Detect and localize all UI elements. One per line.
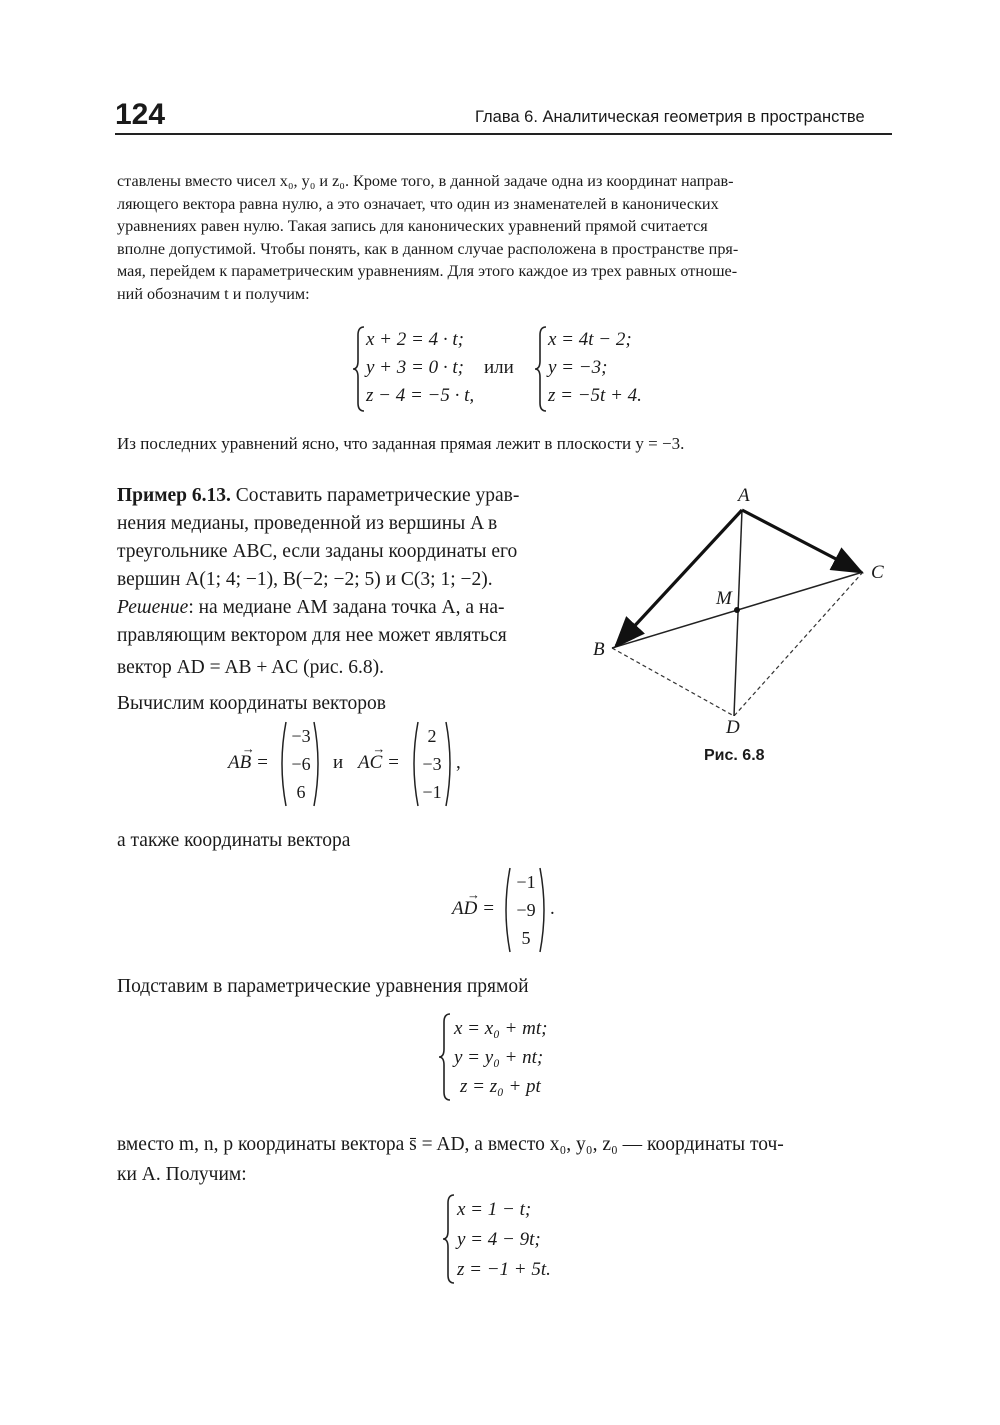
matrix-cell: −3	[291, 726, 311, 746]
intro-line: мая, перейдем к параметрическим уравнениям. Для этого каждое из трех равных отноше-	[117, 262, 738, 281]
matrix-cell: −1	[422, 782, 442, 802]
left-brace	[534, 325, 548, 413]
matrix-ad	[510, 868, 542, 952]
left-brace	[438, 1012, 452, 1102]
figure-caption: Рис. 6.8	[704, 747, 765, 764]
intro-line: ний обозначим t и получим:	[117, 284, 310, 303]
intro-line: ставлены вместо чисел x₀, y₀ и z₀. Кроме того, в данной задаче одна из координат направ-	[117, 172, 734, 190]
substitute-line: ки A. Получим:	[117, 1164, 247, 1185]
point-m	[734, 607, 740, 613]
label-m: M	[716, 588, 732, 609]
matrix-ac	[417, 722, 447, 806]
equation-row: z = z₀ + pt	[460, 1076, 541, 1097]
vector-ab	[616, 510, 742, 646]
solution-line: вектор AD = AB + AC (рис. 6.8).	[117, 657, 384, 678]
intro-line: ляющего вектора равна нулю, а это означает, что один из знаменателей в канонических	[117, 194, 719, 213]
equation-row: x = x₀ + mt;	[454, 1018, 548, 1039]
equation-system-2	[454, 1014, 547, 1101]
matrix-cell: 2	[427, 726, 437, 746]
example-line: треугольнике ABC, если заданы координаты его	[117, 541, 518, 562]
matrix-cell: −3	[422, 754, 442, 774]
connector-ili: или	[484, 357, 514, 378]
system1-right	[548, 326, 642, 410]
page-number: 124	[115, 98, 166, 131]
figure-triangle	[590, 480, 900, 740]
example-line: вершин A(1; 4; −1), B(−2; −2; 5) и C(3; 1; −2).	[117, 569, 493, 590]
system1-left	[366, 326, 474, 410]
conclusion-line: Из последних уравнений ясно, что заданная прямая лежит в плоскости y = −3.	[117, 434, 685, 453]
vector-ab-label: → AB =	[228, 741, 269, 773]
substitute-line: вместо m, n, p координаты вектора s̄ = AD, а вместо x₀, y₀, z₀ — координаты точ-	[117, 1134, 784, 1155]
equation-row: y = y₀ + nt;	[454, 1047, 544, 1068]
left-brace	[352, 325, 366, 413]
equation-row: z = −5t + 4.	[548, 385, 642, 406]
example-block	[117, 482, 587, 718]
median-ad	[734, 510, 742, 716]
label-d: D	[726, 717, 740, 738]
vector-ad-label: → AD =	[452, 887, 495, 919]
equation-row: y = −3;	[548, 357, 608, 378]
left-brace	[442, 1193, 456, 1285]
example-title: Пример 6.13.	[117, 485, 231, 506]
dashed-cd	[734, 572, 863, 716]
equation-row: z − 4 = −5 · t,	[366, 385, 475, 406]
param-intro: Подставим в параметрические уравнения прямой	[117, 976, 529, 997]
label-a: A	[738, 485, 750, 506]
equation-row: x = 1 − t;	[457, 1199, 532, 1220]
matrix-cell: −9	[516, 900, 536, 920]
also-line: а также координаты вектора	[117, 830, 351, 851]
label-c: C	[871, 562, 884, 583]
label-b: B	[593, 639, 605, 660]
header-rule	[115, 133, 892, 135]
equation-row: x = 4t − 2;	[548, 329, 632, 350]
vector-ac	[742, 510, 861, 572]
equation-row: y + 3 = 0 · t;	[366, 357, 464, 378]
intro-line: вполне допустимой. Чтобы понять, как в данном случае расположена в пространстве пря-	[117, 239, 739, 258]
equation-system-3	[457, 1195, 551, 1285]
dashed-bd	[612, 648, 734, 716]
solution-label: Решение	[117, 597, 189, 618]
matrix-cell: 5	[521, 928, 531, 948]
example-line: нения медианы, проведенной из вершины A в	[117, 513, 498, 534]
trailing-period: .	[550, 898, 555, 919]
running-title: Глава 6. Аналитическая геометрия в пространстве	[475, 108, 865, 126]
matrix-cell: −6	[291, 754, 311, 774]
trailing-comma: ,	[456, 752, 461, 773]
equation-row: x + 2 = 4 · t;	[366, 329, 464, 350]
equation-row: z = −1 + 5t.	[457, 1259, 551, 1280]
connector-i: и	[333, 752, 344, 773]
intro-line: уравнениях равен нулю. Такая запись для канонических уравнений прямой считается	[117, 217, 708, 236]
solution-line: : на медиане AM задана точка A, а на-	[188, 597, 505, 618]
substitute-paragraph	[117, 1130, 784, 1190]
matrix-cell: 6	[296, 782, 306, 802]
matrix-ab	[286, 722, 316, 806]
compute-line: Вычислим координаты векторов	[117, 693, 386, 714]
vector-ac-label: → AC =	[358, 741, 400, 773]
intro-paragraph	[117, 170, 890, 306]
solution-line: правляющим вектором для нее может являться	[117, 625, 507, 646]
example-line: Составить параметрические урав-	[235, 485, 520, 506]
matrix-cell: −1	[516, 872, 536, 892]
equation-row: y = 4 − 9t;	[457, 1229, 541, 1250]
